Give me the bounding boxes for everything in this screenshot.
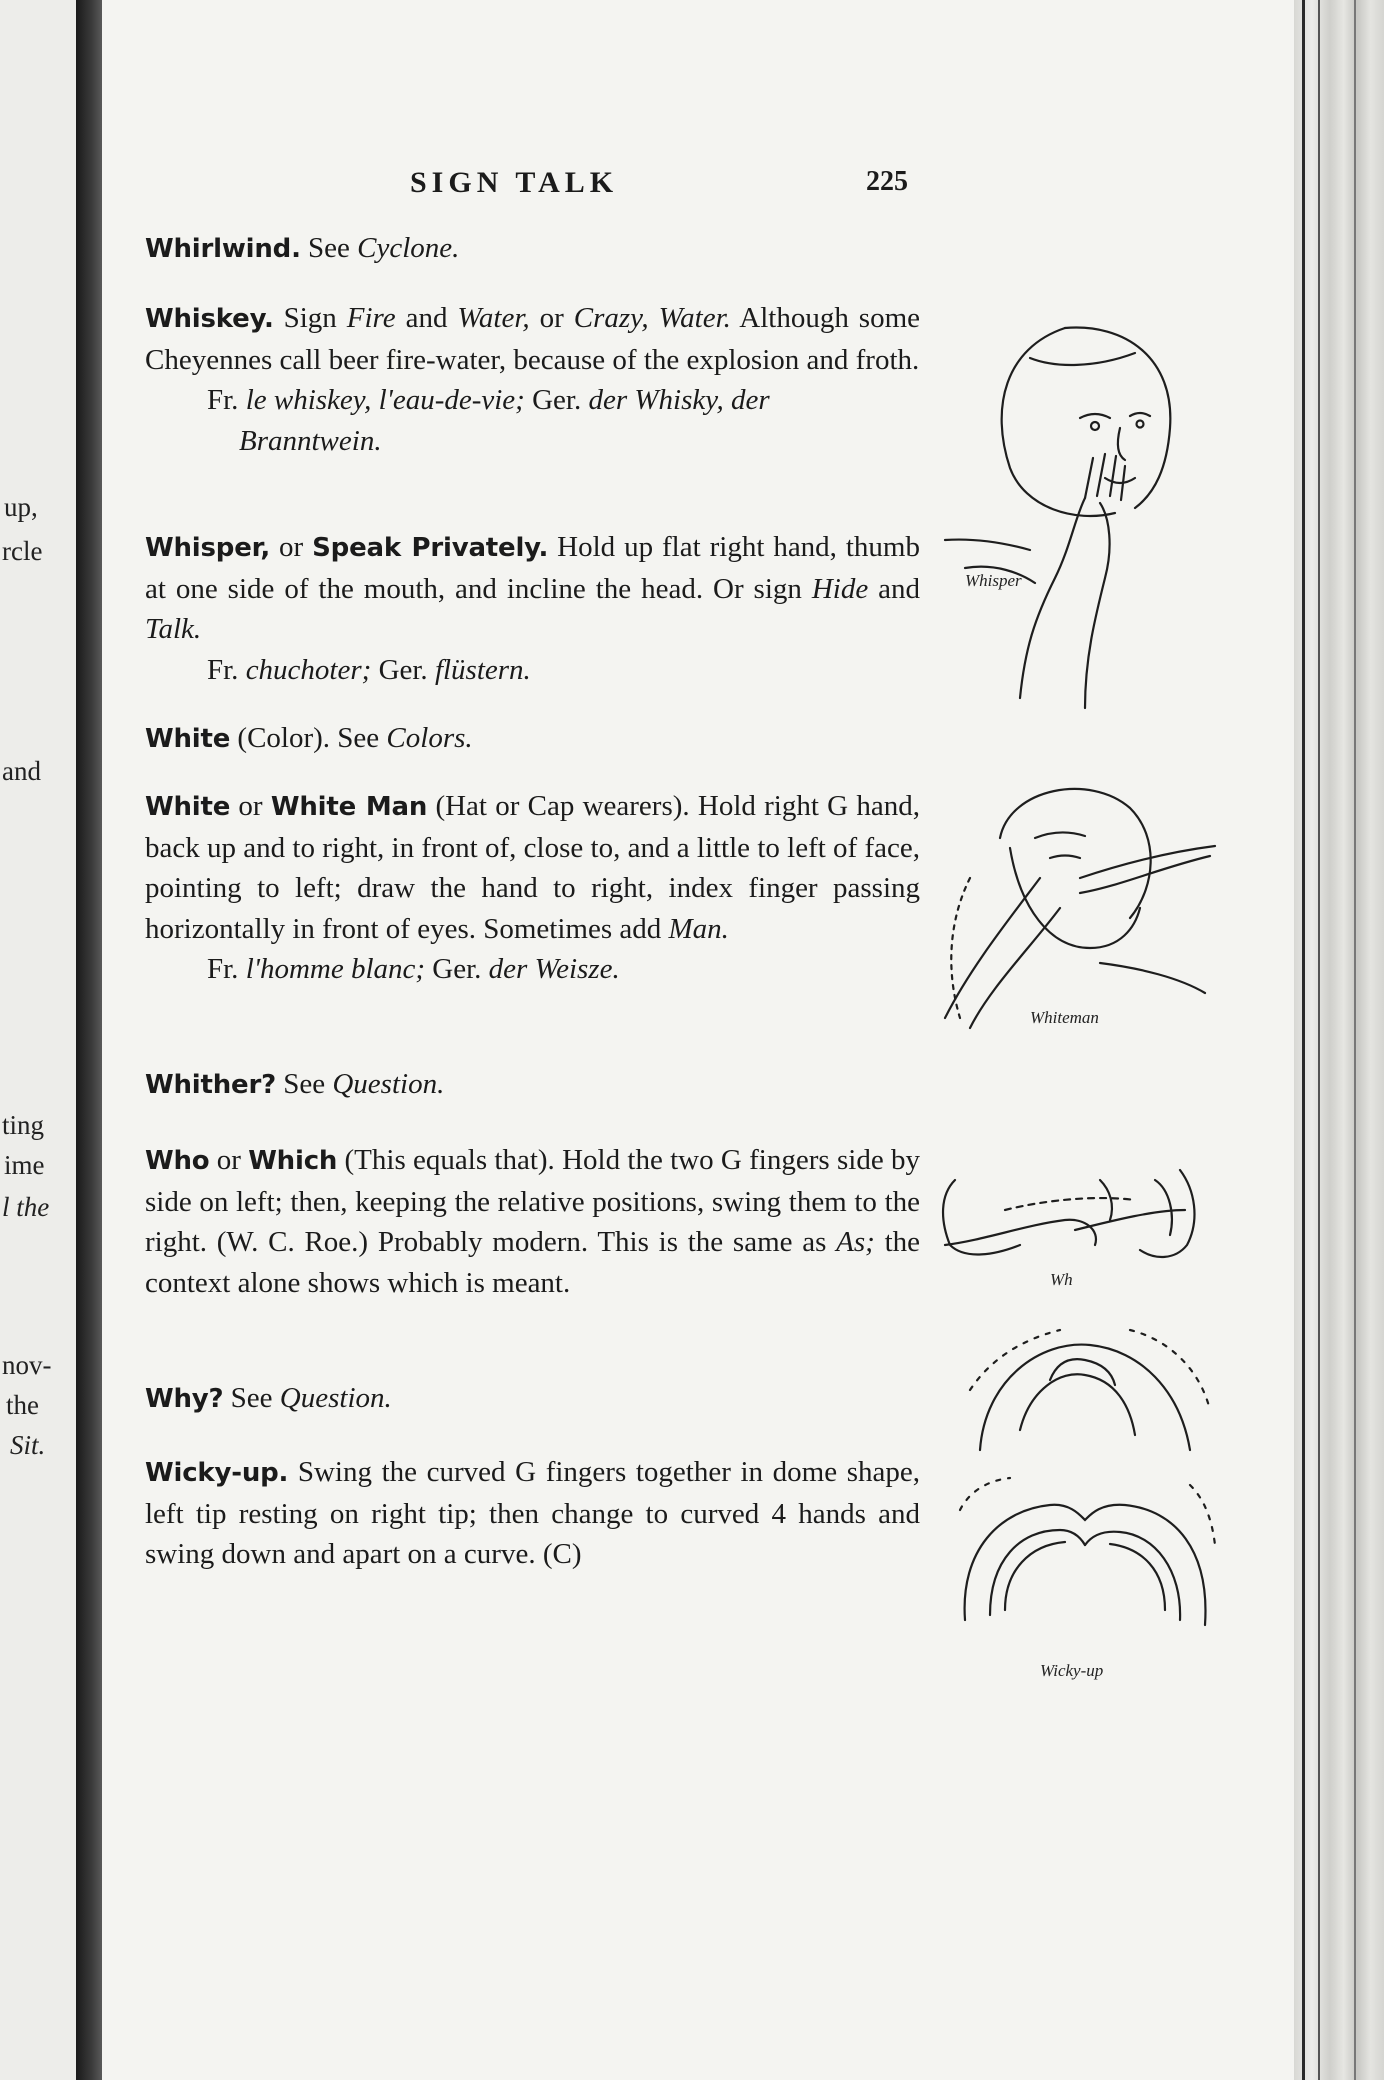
page-stack-edge	[1294, 0, 1384, 2080]
entry-headword: Whisper,	[145, 533, 271, 563]
facing-page-edge	[0, 0, 76, 2080]
entry-whither: Whither? See Question.	[145, 1068, 445, 1100]
fragment-text: and	[2, 756, 41, 786]
wicky-up-sign-illustration	[950, 1320, 1220, 1690]
entry-who-which: Who or Which (This equals that). Hold the two G fingers side by side on left; then, keeping the relative positions, swing them to the right. (W. C. Roe.) Probably modern. This is the same as As; the context alone shows which is meant.	[145, 1144, 921, 1299]
entry-headword: White	[145, 792, 231, 822]
figure-caption: Whiteman	[1030, 1008, 1099, 1027]
entry-headword: White Man	[270, 792, 428, 822]
entry-whiskey: Whiskey. Sign Fire and Water, or Crazy, Water. Although some Cheyennes call beer fire-water, because of the explosion and froth. Fr. le whiskey, l'eau-de-vie; Ger. der Whisky, der Branntwein.	[145, 298, 920, 461]
entry-why: Why? See Question.	[145, 1382, 392, 1414]
translations: Fr. l'homme blanc; Ger. der Weisze.	[207, 953, 620, 985]
fragment-text: ting	[2, 1110, 45, 1140]
translations: Fr. le whiskey, l'eau-de-vie; Ger. der Whisky, der Branntwein.	[207, 384, 770, 457]
entry-headword: Speak Privately.	[312, 533, 549, 563]
white-man-sign-illustration	[930, 768, 1230, 1068]
entry-headword: Whiskey.	[145, 304, 274, 334]
figure-caption: Wicky-up	[1040, 1661, 1104, 1680]
whisper-sign-illustration	[935, 318, 1235, 718]
entry-headword: Who	[145, 1146, 210, 1176]
entry-wicky-up: Wicky-up. Swing the curved G fingers together in dome shape, left tip resting on right tip; then change to curved 4 hands and swing down and apart on a curve. (C)	[145, 1456, 920, 1570]
page-number: 225	[866, 166, 908, 197]
entry-white-man: White or White Man (Hat or Cap wearers). Hold right G hand, back up and to right, in front of, close to, and a little to left of face, pointing to left; draw the hand to right, index finger passing horizontally in front of eyes. Sometimes add Man. Fr. l'homme blanc; Ger. der Weisze.	[145, 786, 920, 990]
fragment-text: ime	[4, 1150, 45, 1180]
entry-headword: Whither?	[145, 1070, 276, 1100]
fragment-text: up,	[4, 492, 38, 522]
entry-headword: Wicky-up.	[145, 1458, 289, 1488]
entry-headword: Why?	[145, 1384, 224, 1414]
entry-headword: Whirlwind.	[145, 234, 301, 264]
entry-white-color: White (Color). See Colors.	[145, 722, 473, 754]
running-header: SIGN TALK	[410, 166, 619, 199]
entry-whisper: Whisper, or Speak Privately. Hold up flat right hand, thumb at one side of the mouth, and incline the head. Or sign Hide and Talk. Fr. chuchoter; Ger. flüstern.	[145, 527, 920, 690]
fragment-text: Sit.	[10, 1430, 46, 1460]
figure-caption: Wh	[1050, 1270, 1073, 1289]
fragment-text: the	[6, 1390, 39, 1420]
fragment-text: l the	[2, 1192, 50, 1222]
entry-headword: White	[145, 724, 231, 754]
book-spine-shadow	[76, 0, 102, 2080]
entry-whirlwind: Whirlwind. See Cyclone.	[145, 232, 460, 264]
cross-reference: Cyclone.	[357, 232, 460, 264]
who-which-sign-illustration	[925, 1150, 1235, 1300]
fragment-text: rcle	[2, 536, 43, 566]
translations: Fr. chuchoter; Ger. flüstern.	[207, 653, 531, 686]
fragment-text: nov-	[2, 1350, 52, 1380]
figure-caption: Whisper	[965, 571, 1022, 590]
entry-headword: Which	[248, 1146, 338, 1176]
